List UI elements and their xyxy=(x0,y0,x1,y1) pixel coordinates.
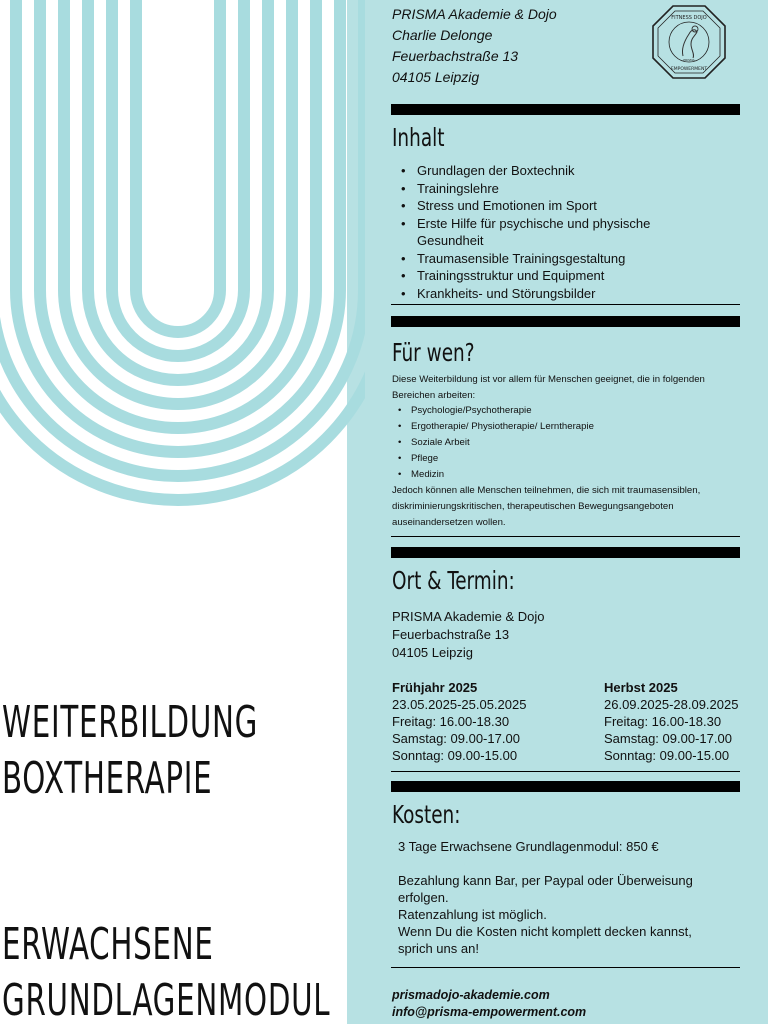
list-item: • Medizin xyxy=(411,467,594,483)
title-line-grundlagenmodul: GRUNDLAGENMODUL xyxy=(2,975,331,1026)
section-rule xyxy=(391,967,740,968)
season-dates: 26.09.2025-28.09.2025 xyxy=(604,697,739,712)
address-org: PRISMA Akademie & Dojo xyxy=(392,6,557,22)
svg-text:FITNESS DOJO: FITNESS DOJO xyxy=(671,15,707,21)
section-divider-bar xyxy=(391,104,740,115)
season-title: Frühjahr 2025 xyxy=(392,680,478,695)
fuer-wen-outro: Jedoch können alle Menschen teilnehmen, die sich mit traumasensiblen, diskriminierungskritischen, therapeutischen Bewegungsangeboten auseinandersetzen wollen. xyxy=(392,485,701,528)
season-friday: Freitag: 16.00-18.30 xyxy=(604,714,722,729)
inhalt-list xyxy=(417,162,717,302)
address-city: 04105 Leipzig xyxy=(392,69,480,85)
kosten-block xyxy=(398,838,728,957)
ort-line-city: 04105 Leipzig xyxy=(392,645,473,660)
title-line-erwachsene: ERWACHSENE xyxy=(2,919,214,970)
section-rule xyxy=(391,536,740,537)
title-line-boxtherapie: BOXTHERAPIE xyxy=(2,753,213,804)
kosten-payment: Bezahlung kann Bar, per Paypal oder Überweisung erfolgen. xyxy=(398,873,693,905)
list-item: • Traumasensible Trainingsgestaltung xyxy=(417,250,717,268)
season-saturday: Samstag: 09.00-17.00 xyxy=(392,731,520,746)
list-item: • Pflege xyxy=(411,451,594,467)
kosten-installments: Ratenzahlung ist möglich. xyxy=(398,907,547,922)
kosten-price: 3 Tage Erwachsene Grundlagenmodul: 850 € xyxy=(398,839,659,854)
season-sunday: Sonntag: 09.00-15.00 xyxy=(604,748,730,763)
fuer-wen-list xyxy=(411,403,594,483)
season-title: Herbst 2025 xyxy=(604,680,678,695)
list-item: • Ergotherapie/ Physiotherapie/ Lerntherapie xyxy=(411,419,594,435)
season-friday: Freitag: 16.00-18.30 xyxy=(392,714,510,729)
ort-line-street: Feuerbachstraße 13 xyxy=(392,627,510,642)
list-item: • Psychologie/Psychotherapie xyxy=(411,403,594,419)
season-autumn xyxy=(604,679,738,764)
footer-contact xyxy=(392,987,586,1021)
season-saturday: Samstag: 09.00-17.00 xyxy=(604,731,732,746)
season-spring xyxy=(392,679,526,764)
title-line-weiterbildung: WEITERBILDUNG xyxy=(2,697,259,748)
list-item: • Erste Hilfe für psychische und physische Gesundheit xyxy=(417,215,717,250)
decorative-arch xyxy=(136,0,220,332)
section-rule xyxy=(391,304,740,305)
list-item: • Grundlagen der Boxtechnik xyxy=(417,162,717,180)
ort-heading: Ort & Termin: xyxy=(392,566,515,595)
fuer-wen-intro: Diese Weiterbildung ist vor allem für Menschen geeignet, die in folgenden Bereichen arbeiten: xyxy=(392,374,705,401)
season-sunday: Sonntag: 09.00-15.00 xyxy=(392,748,518,763)
list-item: • Trainingsstruktur und Equipment xyxy=(417,267,717,285)
section-divider-bar xyxy=(391,781,740,792)
address-contact: Charlie Delonge xyxy=(392,27,493,43)
website-link[interactable]: prismadojo-akademie.com xyxy=(392,988,550,1002)
fitness-dojo-seal-icon xyxy=(651,4,727,80)
kosten-heading: Kosten: xyxy=(392,800,461,829)
ort-line-org: PRISMA Akademie & Dojo xyxy=(392,609,545,624)
section-rule xyxy=(391,771,740,772)
list-item: • Soziale Arbeit xyxy=(411,435,594,451)
address-block xyxy=(392,4,557,88)
fuer-wen-heading: Für wen? xyxy=(392,338,475,367)
kosten-support: Wenn Du die Kosten nicht komplett decken kannst, sprich uns an! xyxy=(398,924,692,956)
ort-address xyxy=(392,608,544,662)
email-link[interactable]: info@prisma-empowerment.com xyxy=(392,1005,587,1019)
section-divider-bar xyxy=(391,547,740,558)
list-item: • Stress und Emotionen im Sport xyxy=(417,197,717,215)
list-item: • Trainingslehre xyxy=(417,180,717,198)
inhalt-heading: Inhalt xyxy=(392,123,445,152)
season-dates: 23.05.2025-25.05.2025 xyxy=(392,697,527,712)
svg-text:PRISMA: PRISMA xyxy=(683,58,695,62)
svg-text:EMPOWERMENT: EMPOWERMENT xyxy=(670,67,708,72)
decorative-arch xyxy=(40,0,316,428)
address-street: Feuerbachstraße 13 xyxy=(392,48,519,64)
decorative-stripes xyxy=(0,0,365,650)
section-divider-bar xyxy=(391,316,740,327)
list-item: • Krankheits- und Störungsbilder xyxy=(417,285,717,303)
